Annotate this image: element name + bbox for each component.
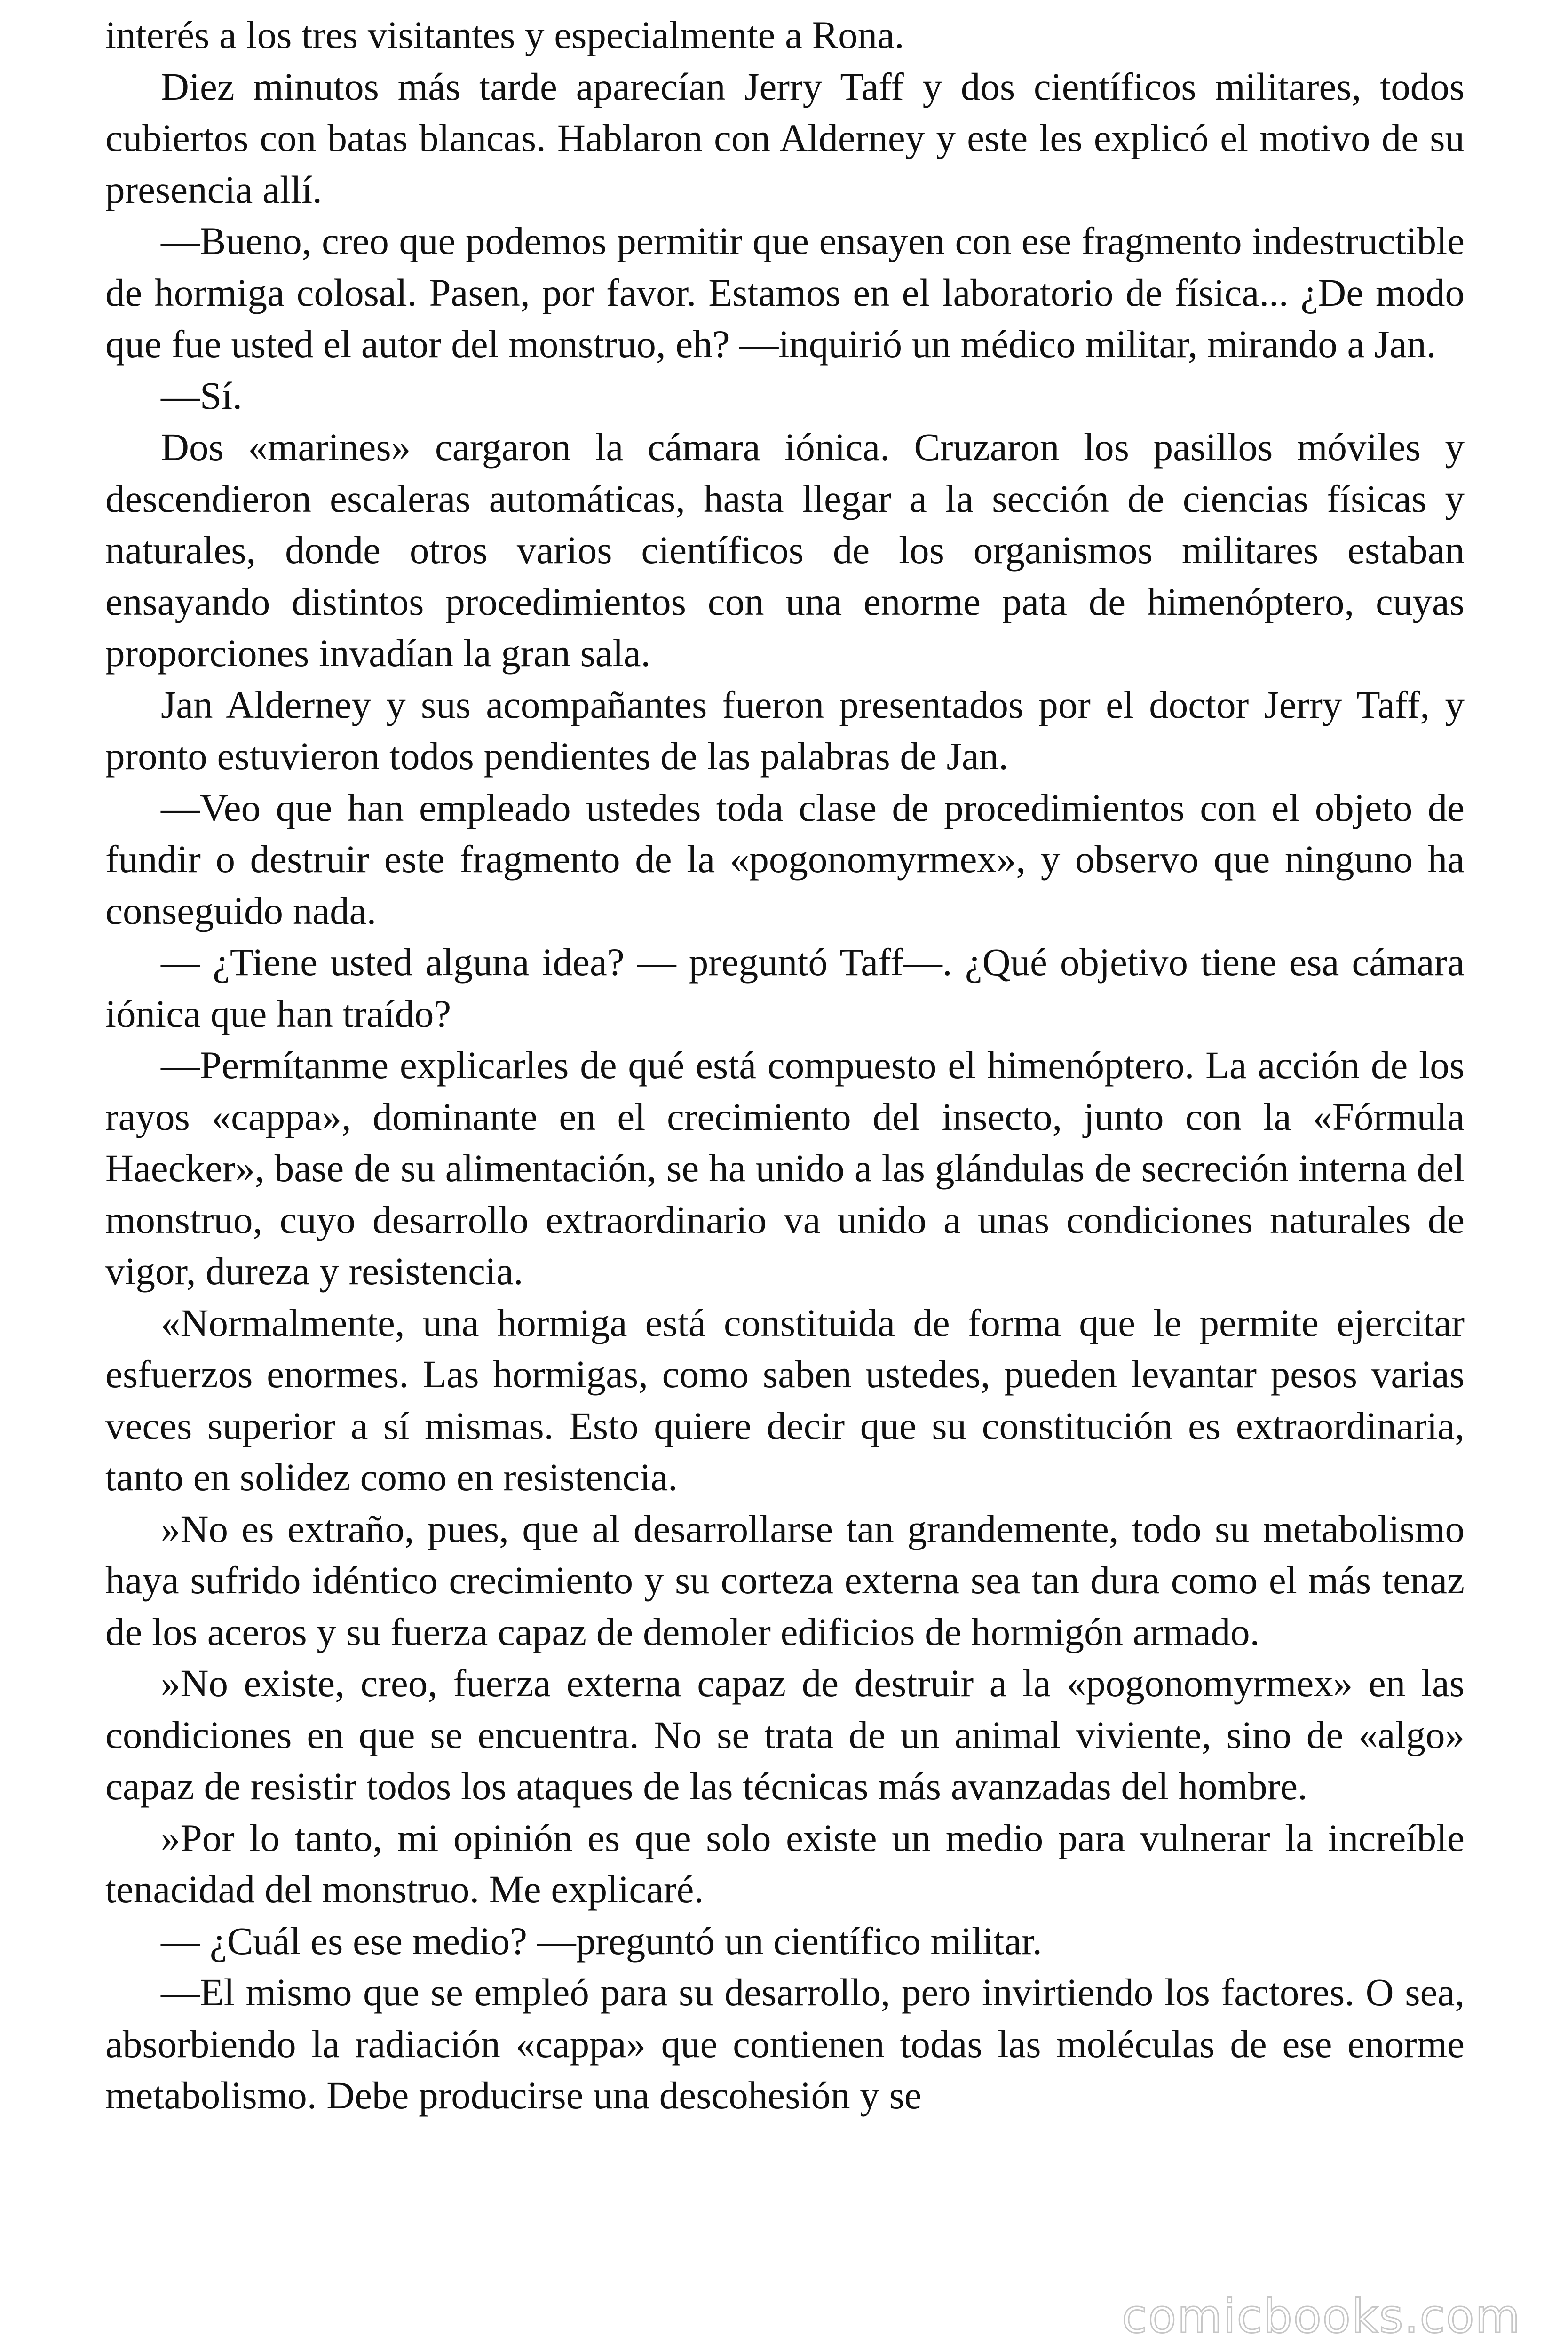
paragraph: »Por lo tanto, mi opinión es que solo existe un medio para vulnerar la increíble tenacidad del monstruo. Me explicaré. — [105, 1816, 1465, 1911]
paragraph: —Bueno, creo que podemos permitir que ensayen con ese fragmento indestructible de hormiga colosal. Pasen, por favor. Estamos en el laboratorio de física... ¿De modo que fue usted el autor del monstruo, eh? —inquirió un médico militar, mirando a Jan. — [105, 219, 1465, 366]
paragraph: »No existe, creo, fuerza externa capaz de destruir a la «pogonomyrmex» en las condiciones en que se encuentra. No se trata de un animal viviente, sino de «algo» capaz de resistir todos los ataques de las técnicas más avanzadas del hombre. — [105, 1661, 1465, 1808]
paragraph: »No es extraño, pues, que al desarrollarse tan grandemente, todo su metabolismo haya sufrido idéntico crecimiento y su corteza externa sea tan dura como el más tenaz de los aceros y su fuerza capaz de demoler edificios de hormigón armado. — [105, 1507, 1465, 1653]
paragraph: —Permítanme explicarles de qué está compuesto el himenóptero. La acción de los rayos «cappa», dominante en el crecimiento del insecto, junto con la «Fórmula Haecker», base de su alimentación, se ha unido a las glándulas de secreción interna del monstruo, cuyo desarrollo extraordinario va unido a unas condiciones naturales de vigor, dureza y resistencia. — [105, 1043, 1465, 1293]
book-page-text — [105, 9, 1465, 2122]
paragraph: «Normalmente, una hormiga está constituida de forma que le permite ejercitar esfuerzos enormes. Las hormigas, como saben ustedes, pueden levantar pesos varias veces superior a sí mismas. Esto quiere decir que su constitución es extraordinaria, tanto en solidez como en resistencia. — [105, 1301, 1465, 1499]
watermark: comicbooks.com — [1122, 2290, 1521, 2344]
paragraph: —Sí. — [161, 373, 242, 417]
paragraph: Diez minutos más tarde aparecían Jerry Taff y dos científicos militares, todos cubiertos con batas blancas. Hablaron con Alderney y este les explicó el motivo de su presencia allí. — [105, 64, 1465, 211]
paragraph: —El mismo que se empleó para su desarrollo, pero invirtiendo los factores. O sea, absorbiendo la radiación «cappa» que contienen todas las moléculas de ese enorme metabolismo. Debe producirse una descohesión y se — [105, 1971, 1465, 2117]
paragraph: — ¿Tiene usted alguna idea? — preguntó Taff—. ¿Qué objetivo tiene esa cámara iónica que han traído? — [105, 940, 1465, 1035]
paragraph: Jan Alderney y sus acompañantes fueron presentados por el doctor Jerry Taff, y pronto estuvieron todos pendientes de las palabras de Jan. — [105, 683, 1465, 778]
paragraph-continuation: interés a los tres visitantes y especialmente a Rona. — [105, 13, 904, 56]
paragraph: —Veo que han empleado ustedes toda clase de procedimientos con el objeto de fundir o destruir este fragmento de la «pogonomyrmex», y observo que ninguno ha conseguido nada. — [105, 786, 1465, 932]
paragraph: — ¿Cuál es ese medio? —preguntó un científico militar. — [161, 1919, 1042, 1963]
paragraph: Dos «marines» cargaron la cámara iónica. Cruzaron los pasillos móviles y descendieron escaleras automáticas, hasta llegar a la sección de ciencias físicas y naturales, donde otros varios científicos de los organismos militares estaban ensayando distintos procedimientos con una enorme pata de himenóptero, cuyas proporciones invadían la gran sala. — [105, 425, 1465, 675]
